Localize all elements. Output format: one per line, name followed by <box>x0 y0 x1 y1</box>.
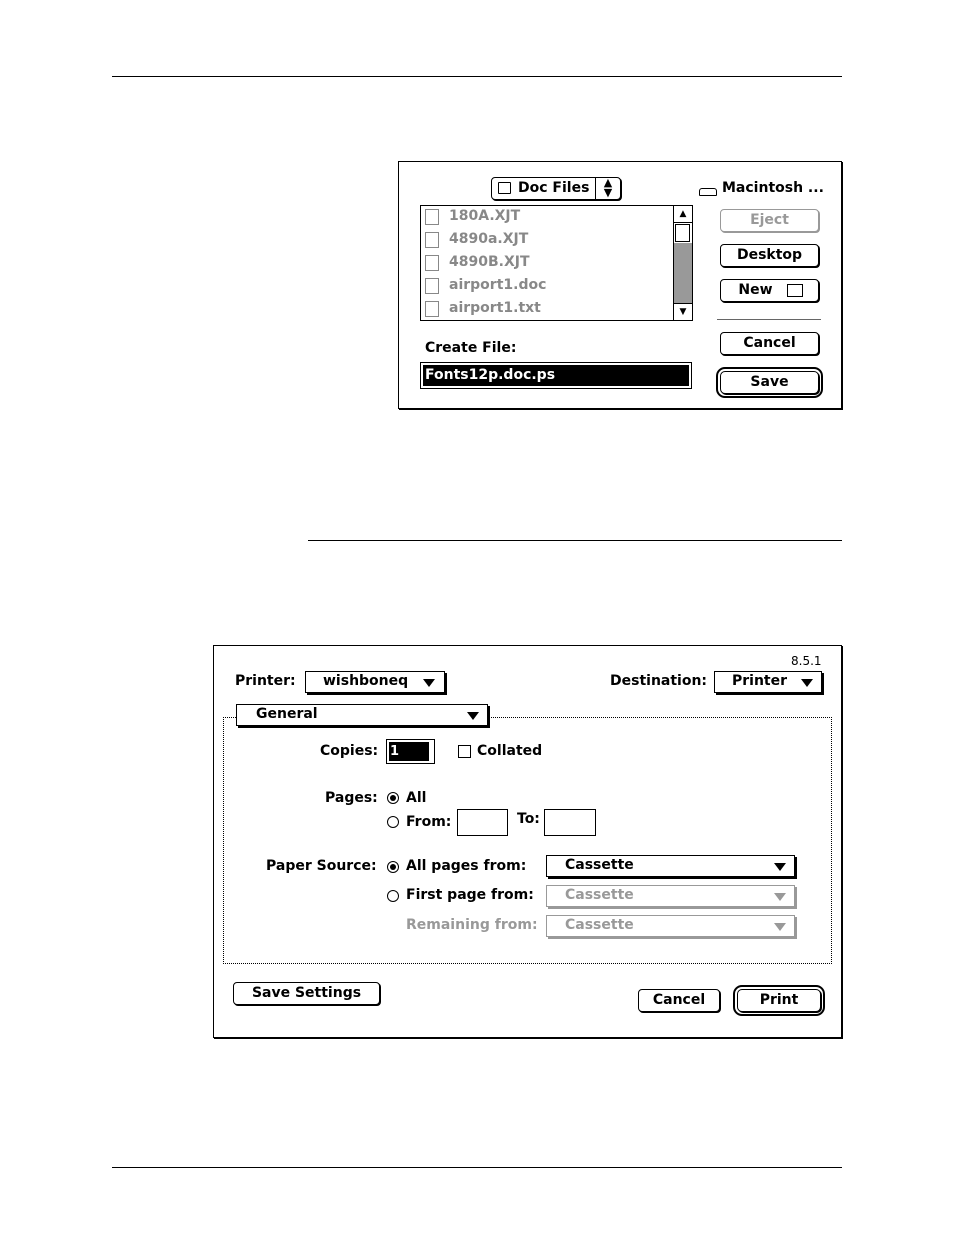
printer-popup[interactable] <box>305 671 445 693</box>
first-page-from-radio[interactable] <box>387 890 399 902</box>
folder-popup[interactable] <box>491 177 621 200</box>
panel-popup[interactable] <box>236 704 488 726</box>
save-dialog <box>398 161 842 409</box>
all-pages-from-label: All pages from: <box>406 858 527 874</box>
file-icon <box>425 278 439 294</box>
eject-button[interactable]: Eject <box>720 209 819 232</box>
new-folder-icon <box>787 284 803 297</box>
printer-label: Printer: <box>235 673 296 689</box>
pages-from-radio[interactable] <box>387 816 399 828</box>
collated-label: Collated <box>477 743 543 759</box>
chevron-down-icon <box>467 712 479 720</box>
save-button[interactable]: Save <box>720 371 819 394</box>
footer-rule <box>112 1167 842 1168</box>
file-icon <box>425 255 439 271</box>
folder-popup-label: Doc Files <box>518 180 590 196</box>
file-list[interactable]: 180A.XJT 4890a.XJT 4890B.XJT airport1.doc airport1.txt ▲ ▼ <box>420 205 693 321</box>
remaining-from-value: Cassette <box>565 917 634 933</box>
new-folder-label: New <box>738 282 773 298</box>
destination-popup[interactable] <box>714 671 822 693</box>
chevron-down-icon <box>423 679 435 687</box>
remaining-from-popup[interactable] <box>546 915 795 937</box>
create-file-label: Create File: <box>425 340 517 356</box>
version-label: 8.5.1 <box>791 654 822 668</box>
panel-popup-value: General <box>256 706 318 722</box>
collated-checkbox[interactable] <box>458 745 471 758</box>
filename-input[interactable] <box>420 362 692 389</box>
scroll-thumb[interactable] <box>675 224 690 242</box>
header-rule <box>112 76 842 77</box>
all-pages-from-popup[interactable] <box>546 855 795 877</box>
save-settings-button[interactable]: Save Settings <box>233 982 380 1005</box>
pages-all-radio[interactable] <box>387 792 399 804</box>
print-dialog <box>213 645 842 1038</box>
printer-popup-value: wishboneq <box>323 673 409 689</box>
scroll-track[interactable] <box>674 243 692 303</box>
first-page-from-label: First page from: <box>406 887 534 903</box>
cancel-button[interactable]: Cancel <box>638 989 720 1012</box>
scroll-up-arrow-icon[interactable]: ▲ <box>674 206 692 223</box>
popup-arrows-icon: ▲ ▼ <box>595 178 620 199</box>
folder-icon <box>498 182 511 194</box>
desktop-button[interactable]: Desktop <box>720 244 819 267</box>
to-page-input[interactable] <box>544 809 596 836</box>
first-page-from-popup[interactable] <box>546 885 795 907</box>
destination-popup-value: Printer <box>732 673 788 689</box>
section-rule <box>308 540 842 541</box>
filename-selection: Fonts12p.doc.ps <box>423 365 689 386</box>
destination-label: Destination: <box>610 673 708 689</box>
chevron-down-icon <box>774 893 786 901</box>
paper-source-label: Paper Source: <box>266 858 377 874</box>
all-pages-from-radio[interactable] <box>387 861 399 873</box>
pages-all-label: All <box>406 790 427 806</box>
chevron-down-icon <box>801 679 813 687</box>
chevron-down-icon <box>774 923 786 931</box>
pages-to-label: To: <box>517 811 540 827</box>
print-button[interactable]: Print <box>737 989 821 1012</box>
disk-icon <box>699 188 717 196</box>
remaining-from-label: Remaining from: <box>406 917 538 933</box>
cancel-button[interactable]: Cancel <box>720 332 819 355</box>
pages-from-label: From: <box>406 814 452 830</box>
file-icon <box>425 209 439 225</box>
chevron-down-icon <box>774 863 786 871</box>
file-icon <box>425 301 439 317</box>
file-icon <box>425 232 439 248</box>
volume-name: Macintosh ... <box>722 180 824 196</box>
copies-selection: 1 <box>389 742 429 761</box>
file-list-scrollbar[interactable] <box>673 206 692 320</box>
pages-label: Pages: <box>325 790 378 806</box>
scroll-down-arrow-icon[interactable]: ▼ <box>674 303 692 320</box>
first-page-from-value: Cassette <box>565 887 634 903</box>
button-divider <box>717 319 821 320</box>
all-pages-from-value: Cassette <box>565 857 634 873</box>
from-page-input[interactable] <box>457 809 508 836</box>
copies-label: Copies: <box>320 743 379 759</box>
new-folder-button[interactable] <box>720 279 819 302</box>
copies-input[interactable] <box>386 739 435 764</box>
